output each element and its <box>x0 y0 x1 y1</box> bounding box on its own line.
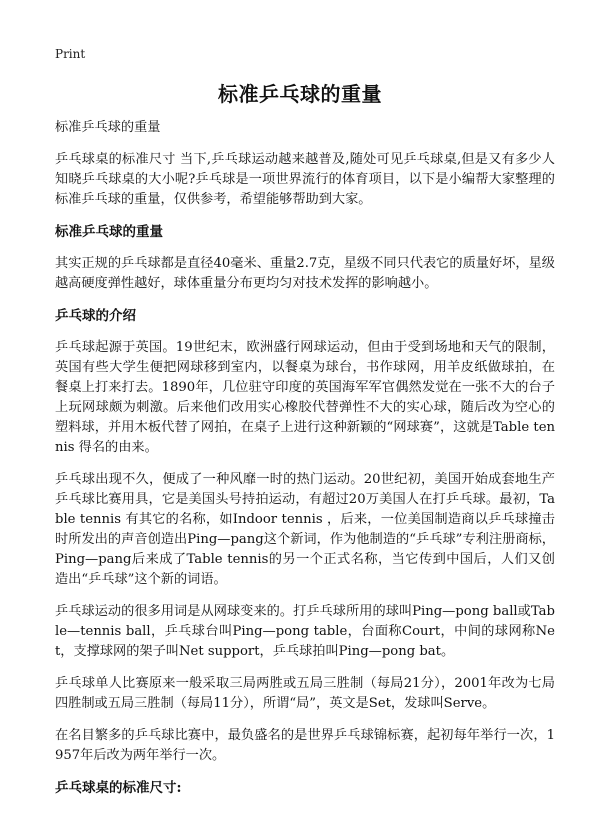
section-heading-table-size: 乒乓球桌的标准尺寸: <box>55 780 182 796</box>
article-body <box>55 118 555 810</box>
history-paragraph: 乒乓球起源于英国。19世纪末，欧洲盛行网球运动，但由于受到场地和天气的限制，英国有些大学生便把网球移到室内，以餐桌为球台，书作球网，用羊皮纸做球拍，在餐桌上打来打去。1890年，几位驻守印度的英国海军军官偶然发觉在一张不大的台子上玩网球颇为刺激。后来他们改用实心橡胶代替弹性不大的实心球，随后改为空心的塑料球，并用木板代替了网拍，在桌子上进行这种新颖的“网球赛”，这就是Table tennis 得名的由来。 <box>55 340 555 455</box>
intro-paragraph: 乒乓球桌的标准尺寸 当下,乒乓球运动越来越普及,随处可见乒乓球桌,但是又有多少人知晓乒乓球桌的大小呢?乒乓球是一项世界流行的体育项目，以下是小编帮大家整理的标准乒乓球的重量，仅供参考，希望能够帮助到大家。 <box>55 152 555 207</box>
section-heading-weight: 标准乒乓球的重量 <box>55 224 163 240</box>
terminology-paragraph: 乒乓球运动的很多用词是从网球变来的。打乒乓球所用的球叫Ping—pong ball或Table—tennis ball，乒乓球台叫Ping—pong table，台面称Court，中间的球网称Net，支撑球网的架子叫Net support，乒乓球拍叫Ping—pong bat。 <box>55 604 555 659</box>
championship-paragraph: 在名目繁多的乒乓球比赛中，最负盛名的是世界乒乓球锦标赛，起初每年举行一次，1957年后改为两年举行一次。 <box>55 728 555 763</box>
section-heading-intro: 乒乓球的介绍 <box>55 308 136 324</box>
page-title: 标准乒乓球的重量 <box>218 82 382 106</box>
scoring-paragraph: 乒乓球单人比赛原来一般采取三局两胜或五局三胜制（每局21分），2001年改为七局四胜制或五局三胜制（每局11分），所谓“局”，英文是Set，发球叫Serve。 <box>55 676 555 711</box>
article-subtitle: 标准乒乓球的重量 <box>55 120 161 135</box>
popularity-paragraph: 乒乓球出现不久，便成了一种风靡一时的热门运动。20世纪初，美国开始成套地生产乒乓球比赛用具，它是美国头号持拍运动，有超过20万美国人在打乒乓球。最初，Table tennis 有其它的名称，如Indoor tennis ，后来，一位美国制造商以乒乓球撞击时所发出的声音创造出Ping—pang这个新词，作为他制造的“乒乓球”专利注册商标，Ping—pang后来成了Table tennis的另一个正式名称，当它传到中国后，人们又创造出“乒乓球”这个新的词语。 <box>55 472 555 587</box>
weight-paragraph: 其实正规的乒乓球都是直径40毫米、重量2.7克，星级不同只代表它的质量好坏，星级越高硬度弹性越好，球体重量分布更均匀对技术发挥的影响越小。 <box>55 256 555 291</box>
print-link[interactable]: Print <box>55 47 86 61</box>
